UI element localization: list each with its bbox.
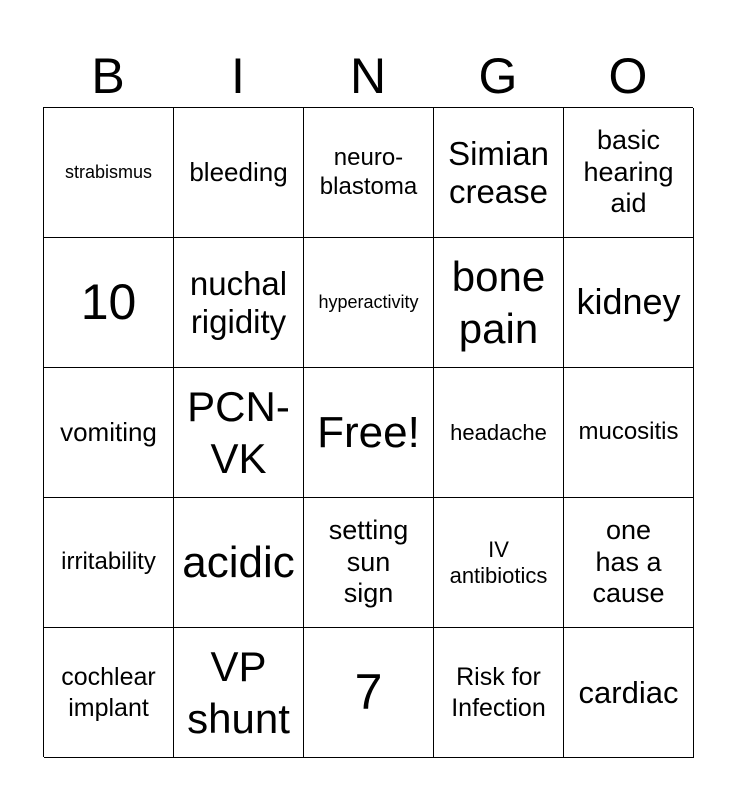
cell-text: headache: [450, 419, 547, 445]
cell-text: irritability: [61, 548, 156, 576]
bingo-cell[interactable]: [564, 238, 694, 368]
bingo-cell[interactable]: [434, 108, 564, 238]
cell-text: VP shunt: [187, 643, 290, 742]
bingo-cell[interactable]: [174, 368, 304, 498]
bingo-cell[interactable]: [44, 108, 174, 238]
cell-text: strabismus: [64, 161, 153, 182]
cell-text: vomiting: [60, 417, 157, 448]
cell-text: Risk for Infection: [451, 663, 546, 722]
bingo-board: [43, 107, 693, 757]
cell-text: 7: [354, 664, 383, 720]
bingo-cell[interactable]: [174, 238, 304, 368]
header-letter-o: O: [608, 48, 648, 104]
cell-text: basic hearing aid: [583, 124, 674, 219]
cell-text: PCN- VK: [187, 383, 290, 482]
bingo-cell[interactable]: [434, 238, 564, 368]
cell-text: acidic: [182, 537, 295, 587]
cell-text: bleeding: [189, 157, 288, 188]
bingo-cell[interactable]: [564, 628, 694, 758]
cell-text: cochlear implant: [61, 663, 156, 722]
bingo-cell[interactable]: [564, 108, 694, 238]
cell-text: hyperactivity: [318, 291, 419, 312]
bingo-cell[interactable]: [304, 498, 434, 628]
bingo-cell[interactable]: [44, 628, 174, 758]
bingo-cell[interactable]: [564, 498, 694, 628]
bingo-cell[interactable]: [304, 238, 434, 368]
bingo-cell[interactable]: [304, 108, 434, 238]
cell-text: cardiac: [578, 674, 679, 710]
cell-text: neuro- blastoma: [319, 144, 418, 200]
bingo-cell[interactable]: [44, 368, 174, 498]
cell-text: setting sun sign: [328, 514, 409, 609]
header-letter-n: N: [349, 48, 387, 104]
cell-text: one has a cause: [592, 514, 665, 609]
bingo-cell[interactable]: [44, 238, 174, 368]
cell-text: bone pain: [451, 253, 546, 352]
bingo-cell[interactable]: [434, 368, 564, 498]
bingo-cell[interactable]: [434, 628, 564, 758]
bingo-cell[interactable]: [174, 628, 304, 758]
bingo-header: [43, 44, 693, 108]
bingo-cell[interactable]: [174, 498, 304, 628]
cell-text: mucositis: [578, 418, 679, 446]
header-letter-i: I: [231, 48, 245, 104]
cell-text: IV antibiotics: [449, 536, 548, 588]
cell-text: Simian crease: [448, 134, 549, 210]
bingo-cell[interactable]: [44, 498, 174, 628]
cell-text: 10: [80, 274, 137, 330]
free-space-cell[interactable]: [304, 368, 434, 498]
cell-text: nuchal rigidity: [189, 264, 288, 340]
bingo-cell[interactable]: [564, 368, 694, 498]
cell-text: kidney: [576, 281, 681, 323]
header-letter-b: B: [91, 48, 125, 104]
bingo-cell[interactable]: [174, 108, 304, 238]
bingo-cell[interactable]: [434, 498, 564, 628]
header-letter-g: G: [478, 48, 518, 104]
free-space-text: Free!: [317, 407, 420, 457]
bingo-cell[interactable]: [304, 628, 434, 758]
